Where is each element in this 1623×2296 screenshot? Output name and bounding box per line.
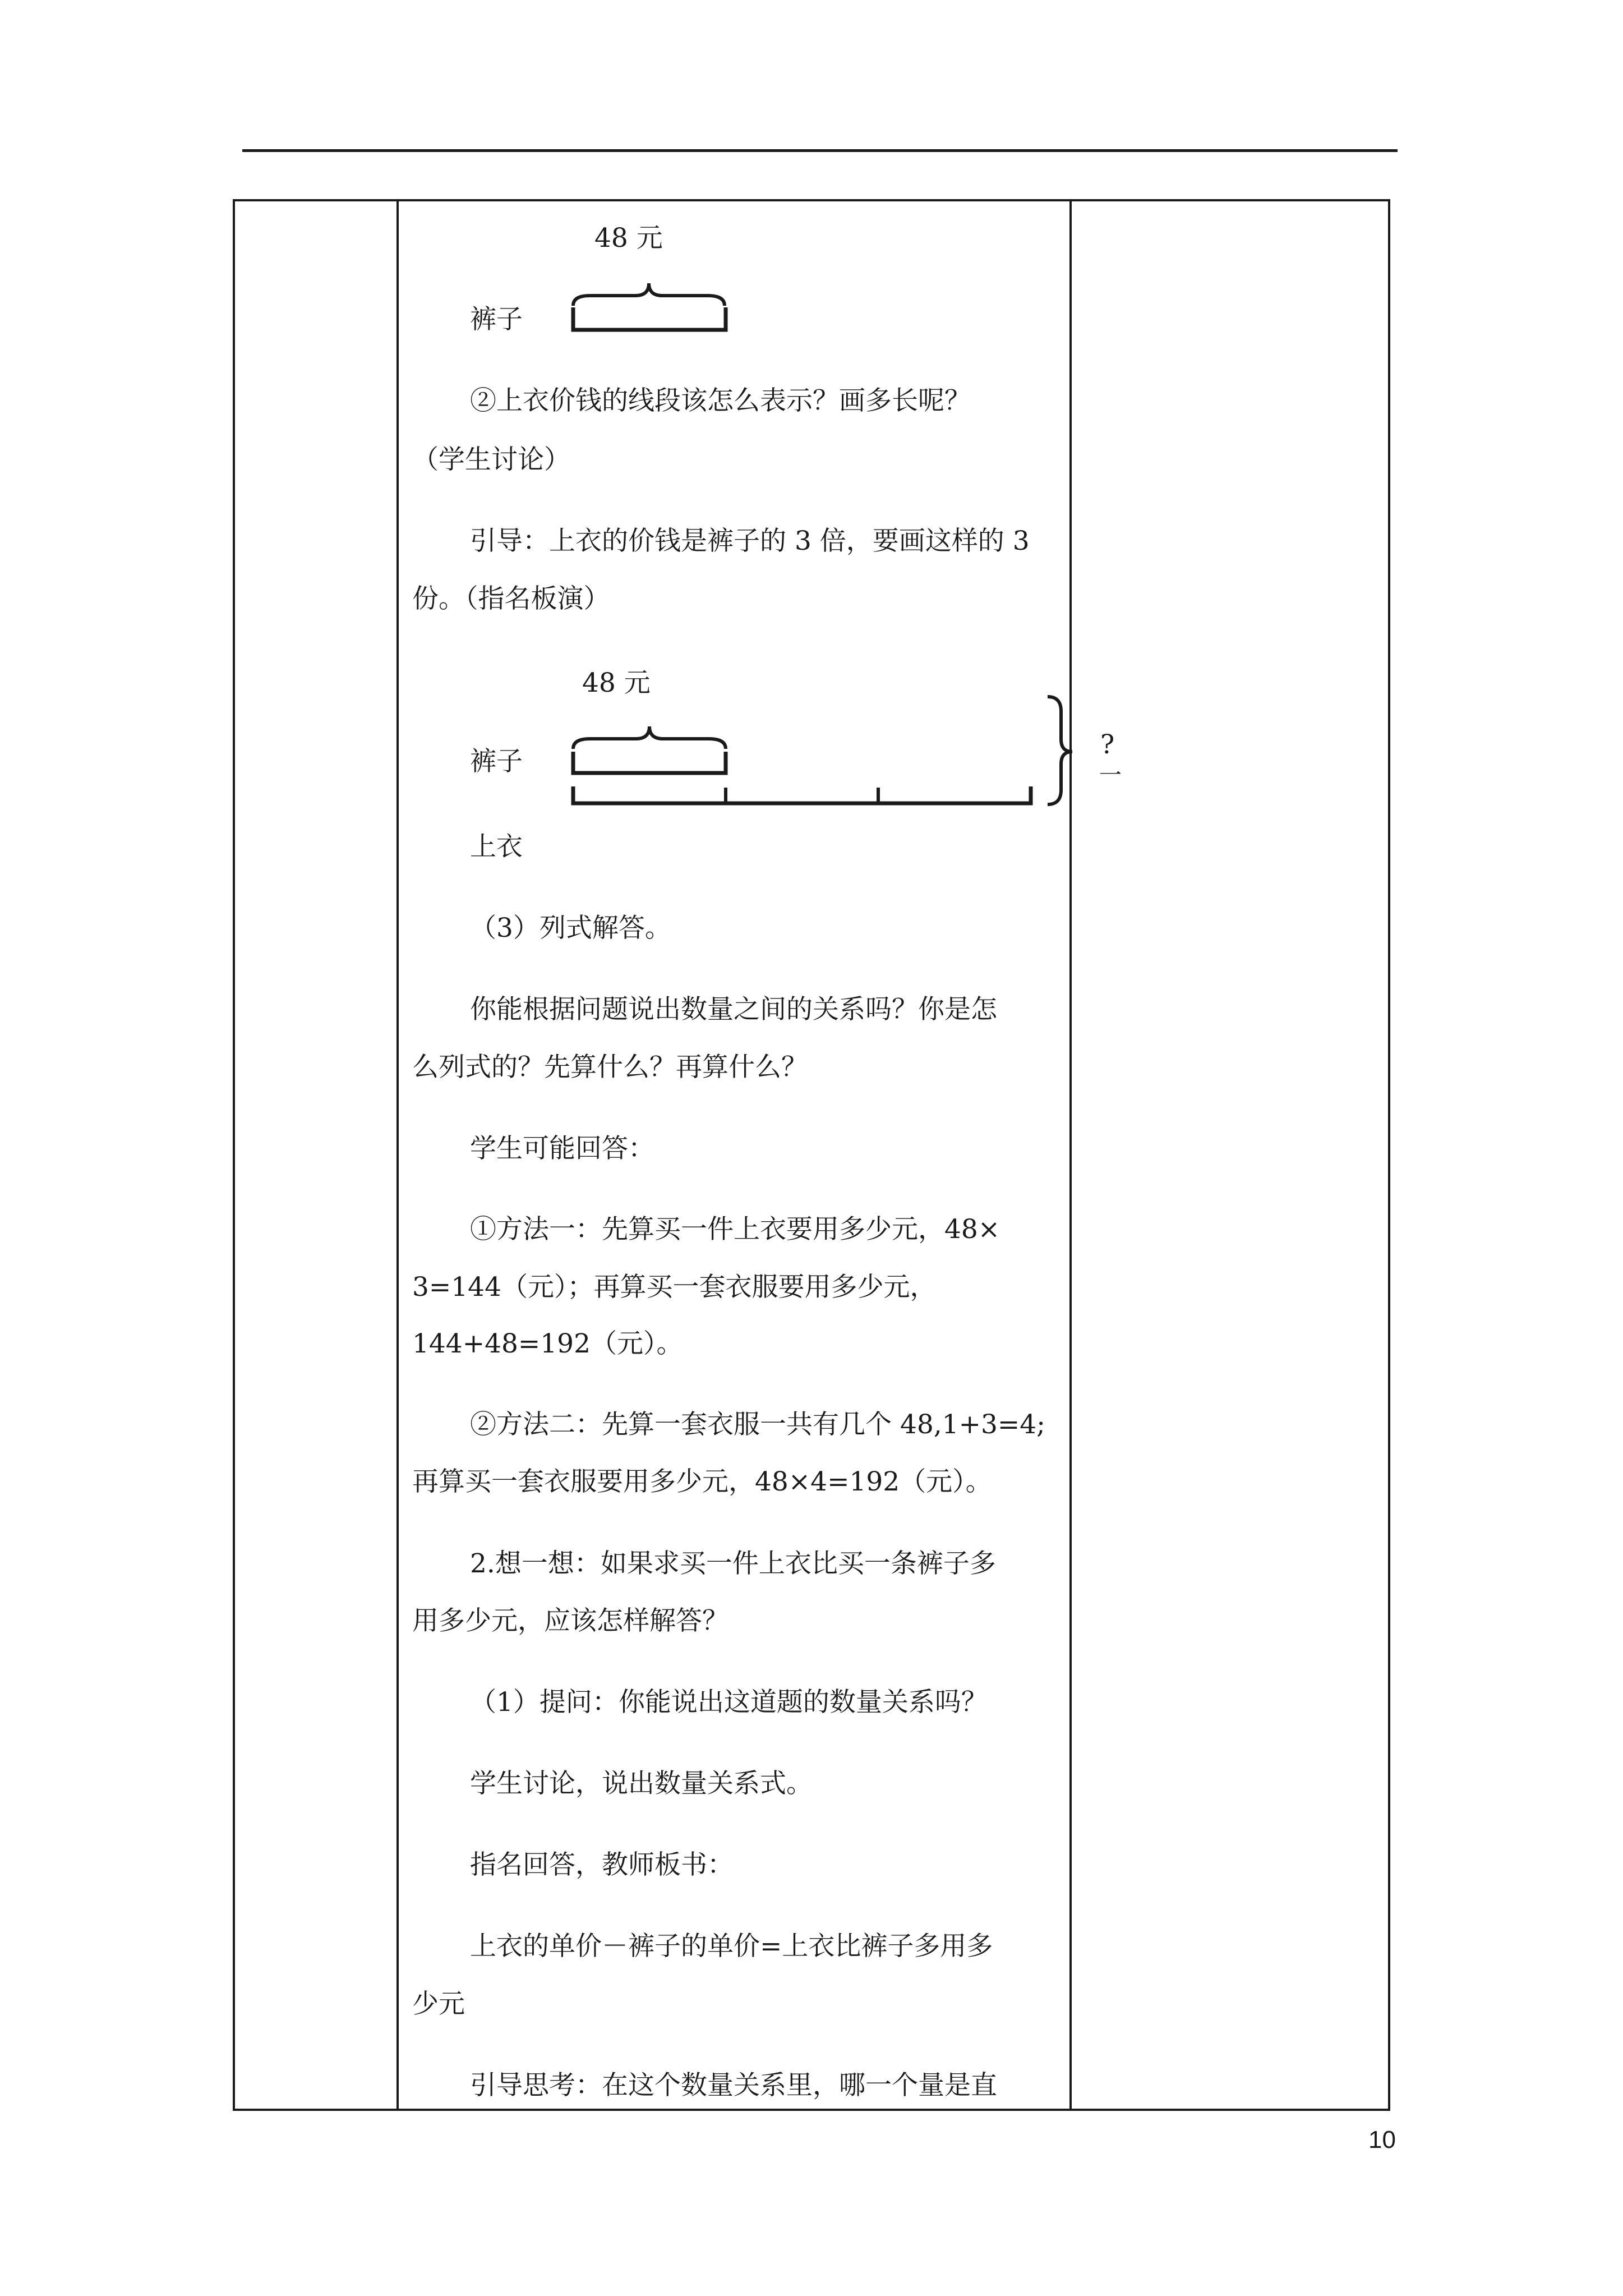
para-think-line1: 2.想一想：如果求买一件上衣比买一条裤子多 [470, 1548, 996, 1579]
para-segment-question: ②上衣价钱的线段该怎么表示？画多长呢？ [470, 385, 971, 416]
diagram2-row1-label: 裤子 [470, 746, 523, 777]
diagram2-row2-label: 上衣 [470, 831, 523, 862]
para-guide-line2: 份。（指名板演） [412, 583, 610, 614]
diagram1-row-label: 裤子 [470, 304, 523, 335]
diagram1-amount-label: 48 元 [594, 223, 663, 254]
para-guide-think: 引导思考：在这个数量关系里，哪一个量是直 [470, 2070, 997, 2101]
para-method1-line3: 144+48=192（元）。 [412, 1328, 683, 1359]
para-ask-line1: 你能根据问题说出数量之间的关系吗？你是怎 [470, 994, 997, 1025]
para-ask-line2: 么列式的？先算什么？再算什么？ [412, 1052, 808, 1083]
para-method2-line1: ②方法二：先算一套衣服一共有几个 48,1+3=4; [470, 1409, 1045, 1440]
para-relation-line2: 少元 [412, 1989, 465, 2019]
page-number: 10 [1368, 2126, 1396, 2154]
para-method2-line2: 再算买一套衣服要用多少元，48×4=192（元）。 [412, 1466, 992, 1497]
header-rule [242, 149, 1398, 152]
para-guide-line1: 引导：上衣的价钱是裤子的 3 倍，要画这样的 3 [470, 526, 1030, 556]
lesson-table [233, 199, 1390, 2111]
para-method1-line2: 3=144（元）；再算买一套衣服要用多少元， [412, 1272, 937, 1303]
para-relation-line1: 上衣的单价－裤子的单价=上衣比裤子多用多 [470, 1931, 993, 1962]
para-method1-line1: ①方法一：先算买一件上衣要用多少元，48× [470, 1214, 1000, 1245]
para-student-discuss: （学生讨论） [412, 444, 570, 475]
para-answer: 指名回答，教师板书： [470, 1849, 734, 1880]
para-possible-answers: 学生可能回答： [470, 1133, 654, 1164]
diagram2-question-mark: ? [1100, 729, 1115, 760]
table-column-divider-left [396, 201, 399, 2109]
para-discuss: 学生讨论，说出数量关系式。 [470, 1768, 813, 1799]
diagram2-amount-label: 48 元 [582, 668, 651, 698]
para-think-line2: 用多少元，应该怎样解答？ [412, 1605, 728, 1636]
para-step3: （3）列式解答。 [470, 913, 671, 944]
diagram2-question-dash: 一 [1099, 762, 1122, 788]
para-question1: （1）提问：你能说出这道题的数量关系吗？ [470, 1687, 988, 1718]
table-column-divider-right [1069, 201, 1072, 2109]
